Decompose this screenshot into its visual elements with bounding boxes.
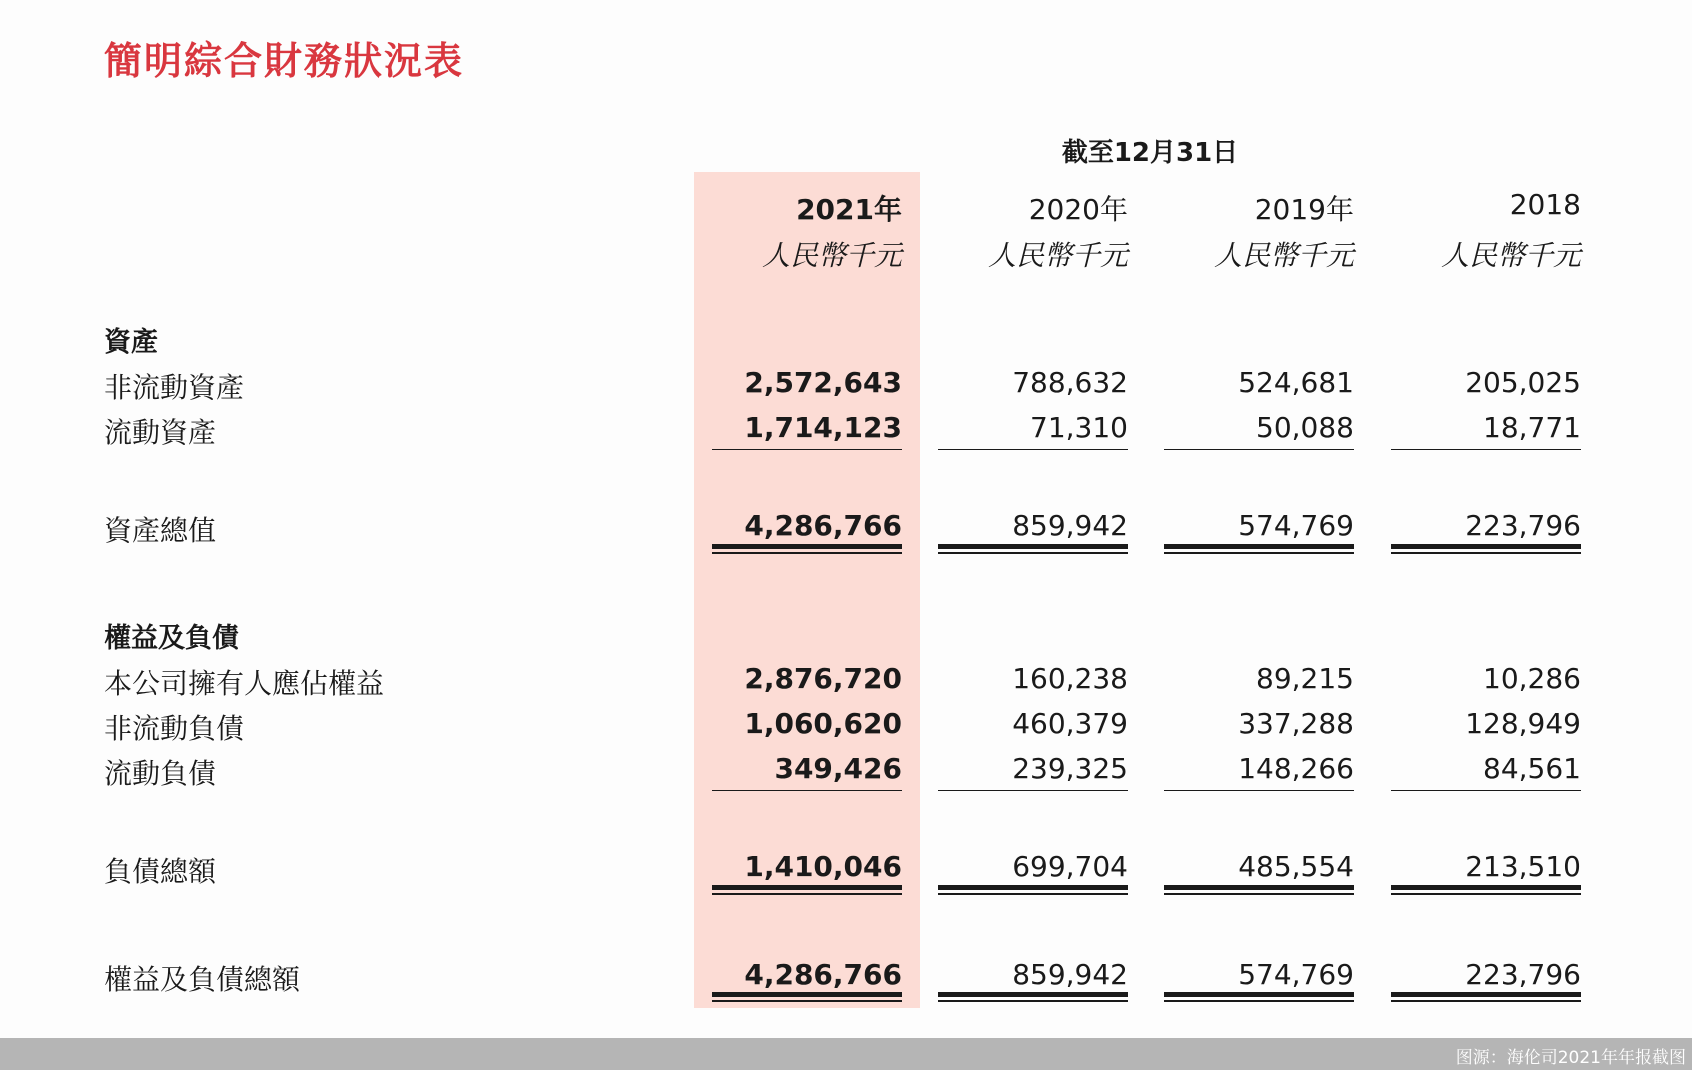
column-year-2019: 2019年 xyxy=(1254,193,1354,226)
period-header: 截至12月31日 xyxy=(1061,138,1239,168)
cell-value: 148,266 xyxy=(1238,752,1354,785)
subtotal-rule xyxy=(938,790,1128,791)
cell-value: 50,088 xyxy=(1256,411,1354,444)
cell-value: 84,561 xyxy=(1483,752,1581,785)
cell-value: 223,796 xyxy=(1465,509,1581,542)
section-equity-liabilities: 權益及負債 xyxy=(104,623,239,654)
row-label-total-assets: 資產總值 xyxy=(104,514,217,547)
cell-value: 1,714,123 xyxy=(744,411,902,444)
total-double-rule xyxy=(1391,885,1581,895)
column-unit-2018: 人民幣千元 xyxy=(1440,239,1581,272)
cell-value: 10,286 xyxy=(1483,662,1581,695)
total-double-rule xyxy=(938,885,1128,895)
cell-value: 1,060,620 xyxy=(744,707,902,740)
cell-value: 239,325 xyxy=(1012,752,1128,785)
cell-value: 788,632 xyxy=(1012,366,1128,399)
subtotal-rule xyxy=(712,449,902,450)
cell-value: 859,942 xyxy=(1012,509,1128,542)
cell-value: 2,876,720 xyxy=(744,662,902,695)
total-double-rule xyxy=(712,544,902,554)
row-label-total-equity-liabilities: 權益及負債總額 xyxy=(104,963,301,996)
cell-value: 349,426 xyxy=(774,752,902,785)
cell-value: 4,286,766 xyxy=(744,958,902,991)
cell-value: 524,681 xyxy=(1238,366,1354,399)
row-label-current-assets: 流動資產 xyxy=(104,416,217,449)
total-double-rule xyxy=(1164,992,1354,1002)
column-year-2020: 2020年 xyxy=(1028,193,1128,226)
cell-value: 213,510 xyxy=(1465,850,1581,883)
subtotal-rule xyxy=(712,790,902,791)
row-label-current-liabilities: 流動負債 xyxy=(104,757,217,790)
total-double-rule xyxy=(1391,992,1581,1002)
cell-value: 160,238 xyxy=(1012,662,1128,695)
row-label-non-current-assets: 非流動資產 xyxy=(104,371,245,404)
total-double-rule xyxy=(712,992,902,1002)
cell-value: 4,286,766 xyxy=(744,509,902,542)
column-unit-2019: 人民幣千元 xyxy=(1213,239,1354,272)
column-year-2021: 2021年 xyxy=(796,193,902,226)
cell-value: 18,771 xyxy=(1483,411,1581,444)
total-double-rule xyxy=(938,544,1128,554)
cell-value: 337,288 xyxy=(1238,707,1354,740)
cell-value: 699,704 xyxy=(1012,850,1128,883)
row-label-total-liabilities: 負債總額 xyxy=(104,855,217,888)
cell-value: 574,769 xyxy=(1238,509,1354,542)
column-unit-2021: 人民幣千元 xyxy=(761,239,902,272)
source-caption: 图源：海伦司2021年年报截图 xyxy=(1455,1048,1686,1068)
cell-value: 2,572,643 xyxy=(744,366,902,399)
subtotal-rule xyxy=(1164,790,1354,791)
cell-value: 485,554 xyxy=(1238,850,1354,883)
page-title: 簡明綜合財務狀況表 xyxy=(104,39,465,83)
column-year-2018: 2018 xyxy=(1509,188,1581,221)
cell-value: 460,379 xyxy=(1012,707,1128,740)
cell-value: 574,769 xyxy=(1238,958,1354,991)
cell-value: 128,949 xyxy=(1465,707,1581,740)
subtotal-rule xyxy=(1164,449,1354,450)
cell-value: 223,796 xyxy=(1465,958,1581,991)
source-footer xyxy=(0,1038,1692,1070)
total-double-rule xyxy=(938,992,1128,1002)
row-label-equity-owners: 本公司擁有人應佔權益 xyxy=(104,667,385,700)
cell-value: 71,310 xyxy=(1030,411,1128,444)
cell-value: 205,025 xyxy=(1465,366,1581,399)
total-double-rule xyxy=(1391,544,1581,554)
total-double-rule xyxy=(712,885,902,895)
column-unit-2020: 人民幣千元 xyxy=(987,239,1128,272)
section-assets: 資產 xyxy=(104,327,158,358)
subtotal-rule xyxy=(1391,790,1581,791)
total-double-rule xyxy=(1164,885,1354,895)
subtotal-rule xyxy=(1391,449,1581,450)
total-double-rule xyxy=(1164,544,1354,554)
cell-value: 859,942 xyxy=(1012,958,1128,991)
subtotal-rule xyxy=(938,449,1128,450)
cell-value: 89,215 xyxy=(1256,662,1354,695)
cell-value: 1,410,046 xyxy=(744,850,902,883)
row-label-non-current-liabilities: 非流動負債 xyxy=(104,712,245,745)
